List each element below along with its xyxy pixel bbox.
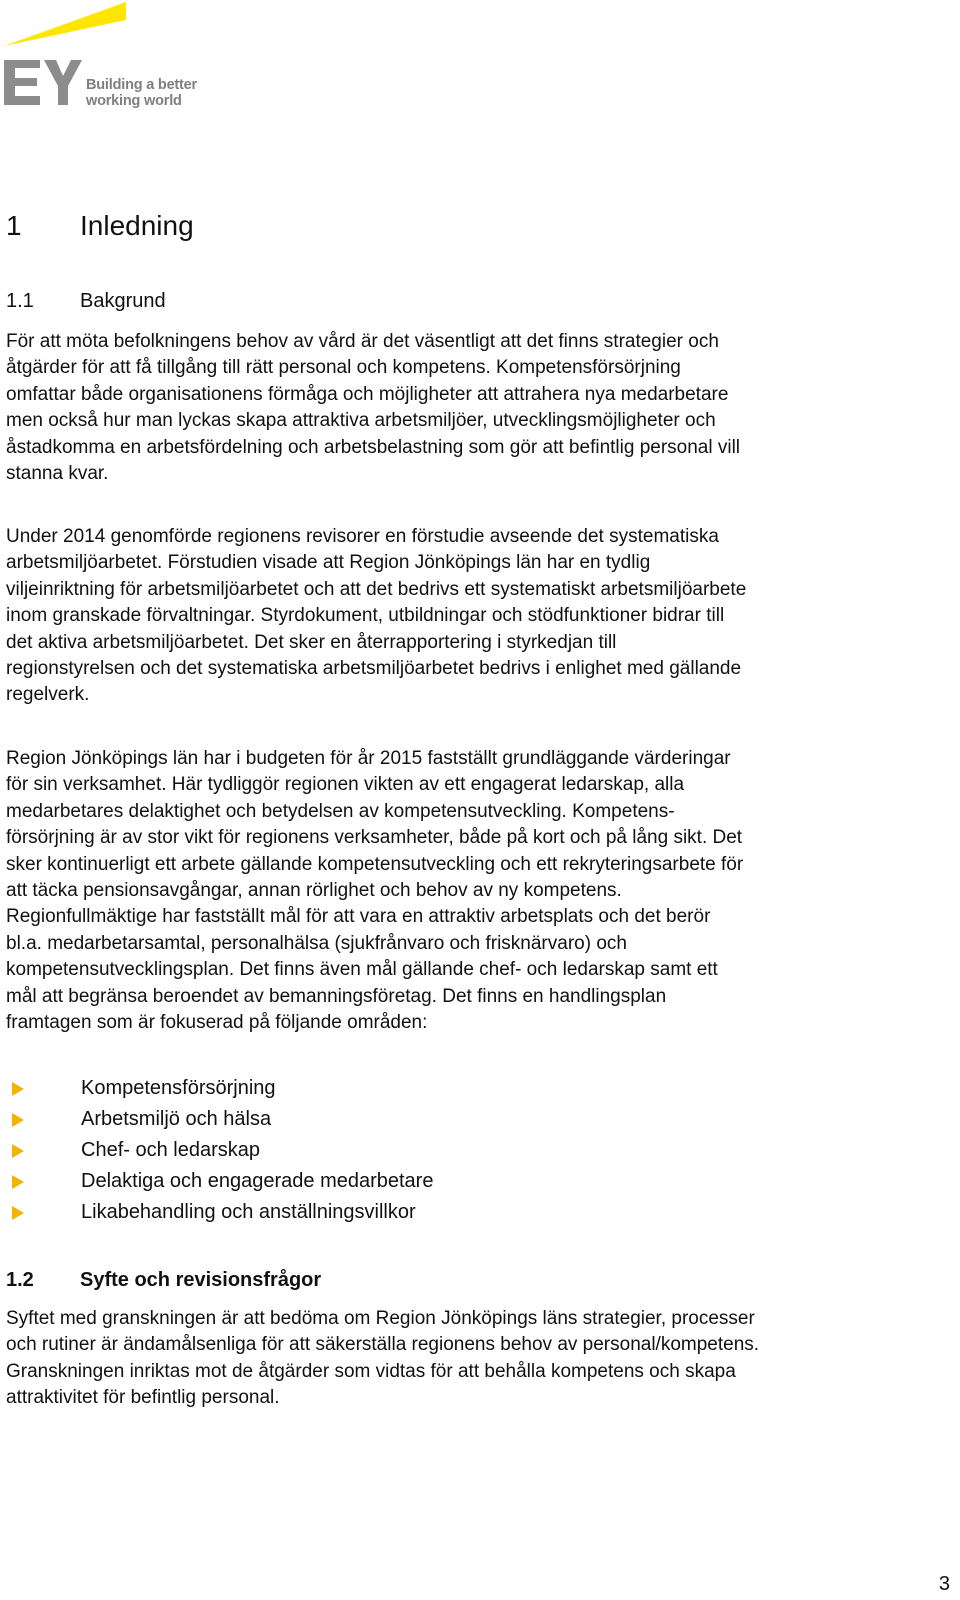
logo-beam [4,2,126,46]
list-item [6,1104,433,1135]
chapter-heading [6,209,194,243]
text-line: attraktivitet för befintlig personal. [6,1387,280,1409]
page-number: 3 [938,1573,950,1595]
text-line: inom granskade förvaltningar. Styrdokument, utbildningar och stödfunktioner bidrar till [6,605,725,627]
text-line: kompetensutvecklingsplan. Det finns även mål gällande chef- och ledarskap samt ett [6,959,718,981]
list-item [6,1135,433,1166]
text-line: sker kontinuerligt ett arbete gällande kompetensutveckling och ett rekryteringsarbete för [6,853,744,875]
bullet-triangle-icon [12,1113,24,1127]
section-number: 1.1 [6,290,34,312]
section-title: Syfte och revisionsfrågor [80,1269,322,1291]
text-line: omfattar både organisationens förmåga och möjligheter att attrahera nya medarbetare [6,383,729,405]
text-line: Syftet med granskningen är att bedöma om Region Jönköpings läns strategier, processer [6,1308,755,1329]
text-line: regelverk. [6,684,90,706]
text-line: åtgärder för att få tillgång till rätt personal och kompetens. Kompetensförsörjning [6,357,681,379]
list-item [6,1166,433,1197]
list-item-label: Arbetsmiljö och hälsa [81,1108,272,1130]
logo-tagline-line2: working world [86,93,182,109]
text-line: arbetsmiljöarbetet. Förstudien visade att Region Jönköpings län har en tydlig [6,552,651,574]
list-item-label: Delaktiga och engagerade medarbetare [81,1170,434,1192]
text-line: viljeinriktning för arbetsmiljöarbetet och att det bedrivs ett systematiskt arbetsmiljöarbete [6,578,747,600]
bullet-triangle-icon [12,1082,24,1096]
section-title: Bakgrund [80,290,166,312]
list-item [6,1197,433,1228]
logo-tagline-line1: Building a better [86,77,197,93]
logo-tagline [86,77,216,109]
ey-logo [4,0,204,112]
text-line: Under 2014 genomförde regionens revisorer en förstudie avseende det systematiska [6,526,719,547]
text-line: för sin verksamhet. Här tydliggör regionen vikten av ett engagerat ledarskap, alla [6,774,685,796]
logo-letter-e [4,60,40,105]
text-line: bl.a. medarbetarsamtal, personalhälsa (sjukfrånvaro och frisknärvaro) och [6,932,627,954]
text-line: det aktiva arbetsmiljöarbetet. Det sker en återrapportering i styrkedjan till [6,631,617,653]
chapter-number: 1 [6,210,22,241]
text-line: Granskningen inriktas mot de åtgärder som vidtas för att behålla kompetens och skapa [6,1360,736,1382]
text-line: Regionfullmäktige har fastställt mål för att vara en attraktiv arbetsplats och det berör [6,906,711,928]
paragraph-syfte-1 [6,1306,936,1412]
paragraph-bakgrund-2 [6,524,936,709]
text-line: stanna kvar. [6,463,109,485]
text-line: För att möta befolkningens behov av vård är det väsentligt att det finns strategier och [6,331,719,352]
text-line: Region Jönköpings län har i budgeten för år 2015 fastställt grundläggande värderingar [6,748,731,769]
section-heading-bakgrund [6,288,166,314]
text-line: regionstyrelsen och det systematiska arbetsmiljöarbetet bedrivs i enlighet med gällande [6,658,742,680]
text-line: försörjning är av stor vikt för regionens verksamheter, både på kort och på lång sikt. Det [6,827,743,849]
section-number: 1.2 [6,1269,34,1291]
paragraph-bakgrund-1 [6,329,936,487]
list-item-label: Likabehandling och anställningsvillkor [81,1201,416,1223]
bullet-triangle-icon [12,1144,24,1158]
list-item-label: Chef- och ledarskap [81,1139,260,1161]
text-line: men också hur man lyckas skapa attraktiva arbetsmiljöer, utvecklingsmöjligheter och [6,410,716,432]
bullet-triangle-icon [12,1206,24,1220]
text-line: medarbetares delaktighet och betydelsen av kompetensutveckling. Kompetens- [6,800,675,822]
text-line: framtagen som är fokuserad på följande områden: [6,1012,428,1034]
bullet-triangle-icon [12,1175,24,1189]
text-line: och rutiner är ändamålsenliga för att säkerställa regionens behov av personal/kompetens. [6,1334,760,1356]
text-line: att täcka pensionsavgångar, annan rörlighet och behov av ny kompetens. [6,880,622,902]
paragraph-bakgrund-3 [6,746,936,1036]
focus-area-list [6,1073,433,1228]
text-line: åstadkomma en arbetsfördelning och arbetsbelastning som gör att befintlig personal vill [6,436,741,458]
text-line: mål att begränsa beroendet av bemanningsföretag. Det finns en handlingsplan [6,985,667,1007]
logo-letter-y [44,60,82,105]
list-item [6,1073,433,1104]
list-item-label: Kompetensförsörjning [81,1077,276,1099]
chapter-title: Inledning [80,210,194,241]
section-heading-syfte [6,1267,321,1293]
